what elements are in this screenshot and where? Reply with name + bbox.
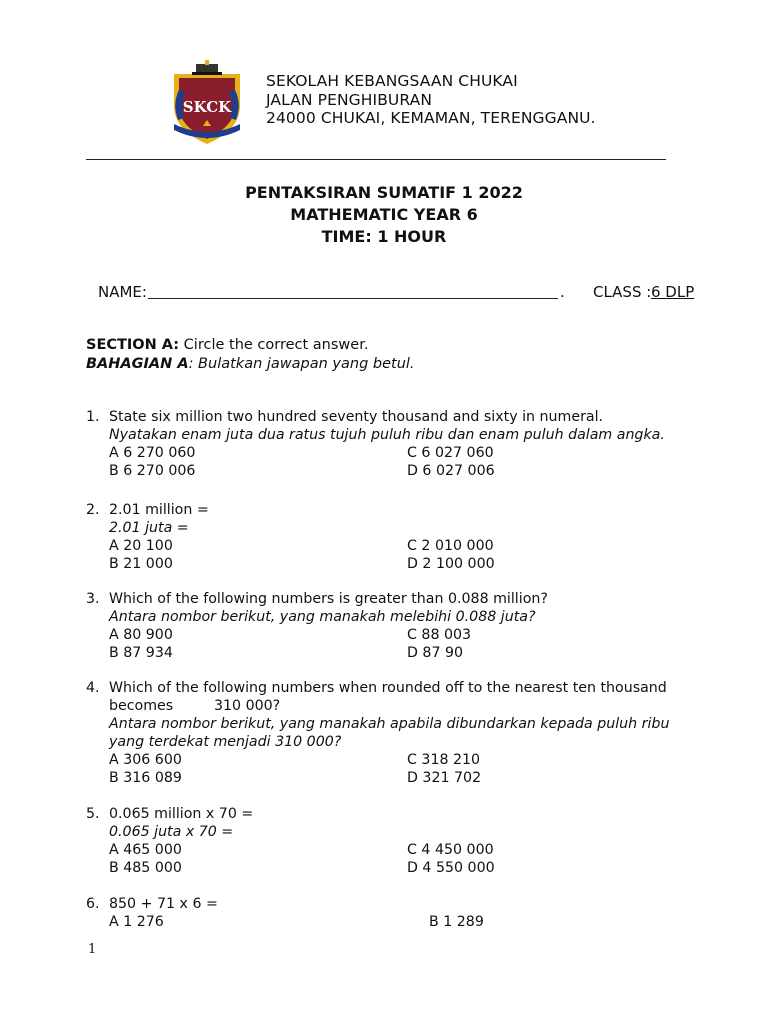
option-a[interactable]: A 465 000 (109, 842, 182, 858)
logo-letters: SKCK (182, 98, 232, 116)
exam-title: PENTAKSIRAN SUMATIF 1 2022 (245, 183, 523, 202)
header-divider (86, 159, 666, 160)
school-address-block (266, 72, 596, 128)
option-b[interactable]: B 316 089 (109, 770, 182, 786)
class-value: 6 DLP (651, 283, 695, 301)
option-d[interactable]: D 87 90 (407, 645, 464, 661)
question-text-en-cont: becomes (109, 698, 174, 714)
name-label: NAME: (98, 283, 147, 301)
school-address-line2: 24000 CHUKAI, KEMAMAN, TERENGGANU. (266, 109, 596, 127)
question-number: 5. (86, 806, 100, 822)
option-b[interactable]: B 485 000 (109, 860, 182, 876)
name-blank-line[interactable] (148, 298, 558, 299)
page-number: 1 (88, 942, 97, 957)
question-text-en: Which of the following numbers is greater than 0.088 million? (109, 591, 548, 607)
option-c[interactable]: C 88 003 (407, 627, 472, 643)
option-c[interactable]: C 4 450 000 (407, 842, 494, 858)
option-d[interactable]: D 2 100 000 (407, 556, 495, 572)
question-text-my: Antara nombor berikut, yang manakah melebihi 0.088 juta? (109, 609, 536, 625)
question-text-en: 2.01 million = (109, 502, 209, 518)
option-b[interactable]: B 1 289 (429, 914, 484, 930)
question-number: 3. (86, 591, 100, 607)
option-d[interactable]: D 6 027 006 (407, 463, 495, 479)
exam-subject: MATHEMATIC YEAR 6 (290, 205, 478, 224)
exam-duration: TIME: 1 HOUR (321, 227, 447, 246)
question-text-my: Nyatakan enam juta dua ratus tujuh puluh ribu dan enam puluh dalam angka. (109, 427, 665, 443)
question-text-en: 850 + 71 x 6 = (109, 896, 218, 912)
question-text-my: 2.01 juta = (109, 520, 189, 536)
question-text-en: 0.065 million x 70 = (109, 806, 254, 822)
option-a[interactable]: A 80 900 (109, 627, 173, 643)
name-end-dot: . (560, 283, 565, 301)
section-label-en: SECTION A: (86, 337, 180, 353)
section-label-my: BAHAGIAN A (86, 356, 189, 372)
option-a[interactable]: A 20 100 (109, 538, 173, 554)
option-c[interactable]: C 6 027 060 (407, 445, 494, 461)
question-number: 6. (86, 896, 100, 912)
option-a[interactable]: A 1 276 (109, 914, 164, 930)
student-info-row (98, 283, 698, 305)
option-a[interactable]: A 306 600 (109, 752, 182, 768)
section-instructions (86, 336, 415, 374)
question-text-my: Antara nombor berikut, yang manakah apabila dibundarkan kepada puluh ribu (109, 716, 670, 732)
class-label: CLASS : (593, 283, 652, 301)
question-text-en-value: 310 000? (214, 698, 281, 714)
question-number: 1. (86, 409, 100, 425)
option-b[interactable]: B 87 934 (109, 645, 173, 661)
option-c[interactable]: C 318 210 (407, 752, 481, 768)
question-text-my: 0.065 juta x 70 = (109, 824, 234, 840)
exam-title-block (0, 182, 768, 248)
section-instruction-my: : Bulatkan jawapan yang betul. (188, 356, 415, 372)
school-address-line1: JALAN PENGHIBURAN (266, 90, 433, 109)
section-instruction-en: Circle the correct answer. (179, 337, 369, 353)
question-text-en: Which of the following numbers when rounded off to the nearest ten thousand (109, 680, 667, 696)
school-name: SEKOLAH KEBANGSAAN CHUKAI (266, 72, 518, 90)
option-c[interactable]: C 2 010 000 (407, 538, 494, 554)
question-text-en: State six million two hundred seventy thousand and sixty in numeral. (109, 409, 604, 425)
school-crest-logo (168, 60, 246, 146)
option-d[interactable]: D 321 702 (407, 770, 482, 786)
option-b[interactable]: B 6 270 006 (109, 463, 196, 479)
question-number: 4. (86, 680, 100, 696)
question-text-my-cont: yang terdekat menjadi 310 000? (109, 734, 342, 750)
option-a[interactable]: A 6 270 060 (109, 445, 196, 461)
option-b[interactable]: B 21 000 (109, 556, 173, 572)
question-number: 2. (86, 502, 100, 518)
option-d[interactable]: D 4 550 000 (407, 860, 495, 876)
